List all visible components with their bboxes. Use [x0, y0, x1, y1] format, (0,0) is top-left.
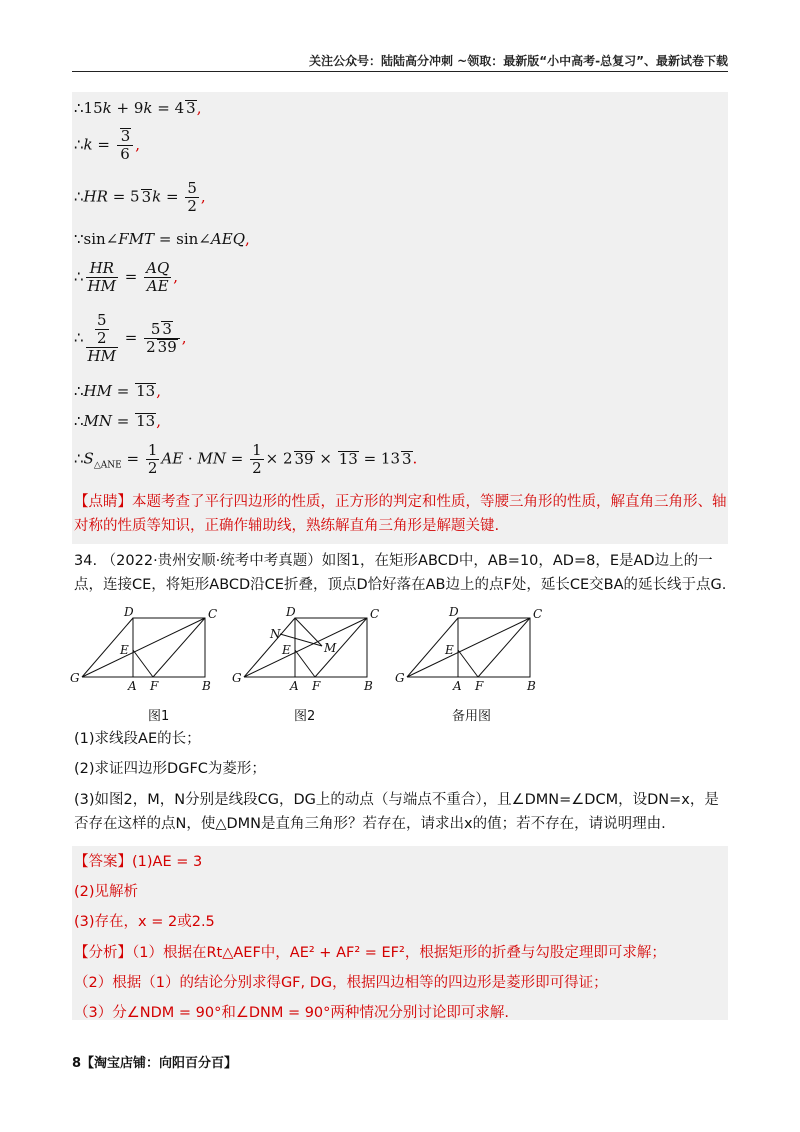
geometry-figures — [60, 604, 560, 704]
analysis-label: 【分析】 — [74, 945, 132, 961]
label-a-2: A — [290, 679, 299, 693]
caption-figure-backup: 备用图 — [452, 709, 492, 724]
comment-paragraph — [74, 490, 728, 538]
label-b-3: B — [527, 679, 536, 693]
label-a-3: A — [453, 679, 462, 693]
problem-source: （2022·贵州安顺·统考中考真题） — [101, 553, 322, 569]
label-n-2: N — [270, 627, 281, 641]
solution-line-4: ∵sin∠FMT = sin∠AEQ, — [74, 230, 250, 248]
answer-1: (1)AE = 3 — [132, 854, 203, 870]
line-fc — [153, 618, 205, 677]
header-rule — [72, 71, 728, 72]
label-d-3: D — [449, 605, 459, 619]
caption-figure-1: 图1 — [148, 709, 170, 724]
label-e-3: E — [445, 643, 454, 657]
question-1: (1)求线段AE的长； — [74, 731, 201, 747]
solution-line-8: ∴MN = 13, — [74, 412, 162, 430]
page-header: 关注公众号：陆陆高分冲刺 ~领取：最新版“小中高考-总复习”、最新试卷下载 — [309, 54, 728, 68]
answer-3-value: x = 2或2.5 — [138, 914, 215, 930]
solution-line-5: ∴ $\frac{HR}{HM}$ = $\frac{AQ}{AE}$ , — [74, 259, 179, 295]
line-ef — [133, 650, 153, 677]
label-b-2: B — [364, 679, 373, 693]
label-a: A — [128, 679, 137, 693]
answer-line-1 — [74, 850, 728, 874]
label-m-2: M — [324, 641, 337, 655]
label-g: G — [70, 671, 80, 685]
caption-figure-2: 图2 — [294, 709, 316, 724]
label-f: F — [150, 679, 159, 693]
question-2: (2)求证四边形DGFC为菱形； — [74, 761, 266, 777]
label-c-3: C — [533, 607, 543, 621]
label-g-2: G — [232, 671, 242, 685]
label-e: E — [120, 643, 129, 657]
problem-stem — [74, 549, 728, 597]
figure-2 — [244, 618, 367, 677]
answer-3-prefix: (3)存在， — [74, 914, 139, 930]
problem-stem-text: 如图1，在矩形ABCD中，AB=10，AD=8，E是AD边上的一点，连接CE，将矩形ABCD沿CE折叠，顶点D恰好落在AB边上的点F处，延长CE交BA的延长线于点G. — [74, 553, 727, 593]
answer-2: (2)见解析 — [74, 884, 139, 900]
label-c: C — [208, 607, 218, 621]
figure-backup — [407, 618, 530, 677]
line-gc — [82, 618, 205, 677]
solution-line-9: $\therefore S_{\triangle ANE}$ = $\frac{1}{2}$ AE · MN = $\frac{1}{2}$ × 2 39 × 13 = 13 3. — [74, 441, 418, 477]
solution-line-6: ∴ $\frac{\frac{5}{2}}{HM}$ = $\frac{5 3}{2 39}$ , — [74, 311, 187, 365]
label-f-3: F — [475, 679, 484, 693]
label-b: B — [202, 679, 211, 693]
label-f-2: F — [312, 679, 321, 693]
problem-number: 34. — [74, 553, 98, 569]
label-e-2: E — [282, 643, 291, 657]
label-d: D — [124, 605, 134, 619]
question-3: (3)如图2，M，N分别是线段CG，DG上的动点（与端点不重合），且∠DMN=∠DCM，设DN=x，是否存在这样的点N，使△DMN是直角三角形？若存在，请求出x的值；若不存在，请说明理由. — [74, 792, 719, 832]
comment-text: 本题考查了平行四边形的性质，正方形的判定和性质，等腰三角形的性质，解直角三角形、轴对称的性质等知识，正确作辅助线，熟练解直角三角形是解题关键. — [74, 494, 727, 534]
solution-line-2: ∴k = $\frac{3}{6}$ , — [74, 127, 141, 163]
solution-line-7: ∴HM = 13, — [74, 382, 161, 400]
label-c-2: C — [370, 607, 380, 621]
label-d-2: D — [286, 605, 296, 619]
page-footer: 8【淘宝店铺：向阳百分百】 — [72, 1056, 238, 1071]
analysis-line-1 — [74, 941, 728, 965]
solution-line-1: ∴15k + 9k = 4 3, — [74, 99, 202, 117]
solution-line-3: ∴HR = 5 3k = $\frac{5}{2}$ , — [74, 179, 206, 215]
analysis-p1: （1）根据在Rt△AEF中，AE² + AF² = EF²，根据矩形的折叠与勾股定理即可求解； — [132, 945, 666, 961]
answer-label: 【答案】 — [74, 854, 132, 870]
comment-label: 【点睛】 — [74, 494, 132, 510]
answer-line-3 — [74, 910, 728, 934]
figure-1 — [82, 618, 205, 677]
analysis-p3: （3）分∠NDM = 90°和∠DNM = 90°两种情况分别讨论即可求解. — [74, 1005, 510, 1021]
label-g-3: G — [395, 671, 405, 685]
analysis-p2: （2）根据（1）的结论分别求得GF, DG，根据四边相等的四边形是菱形即可得证； — [74, 975, 608, 991]
